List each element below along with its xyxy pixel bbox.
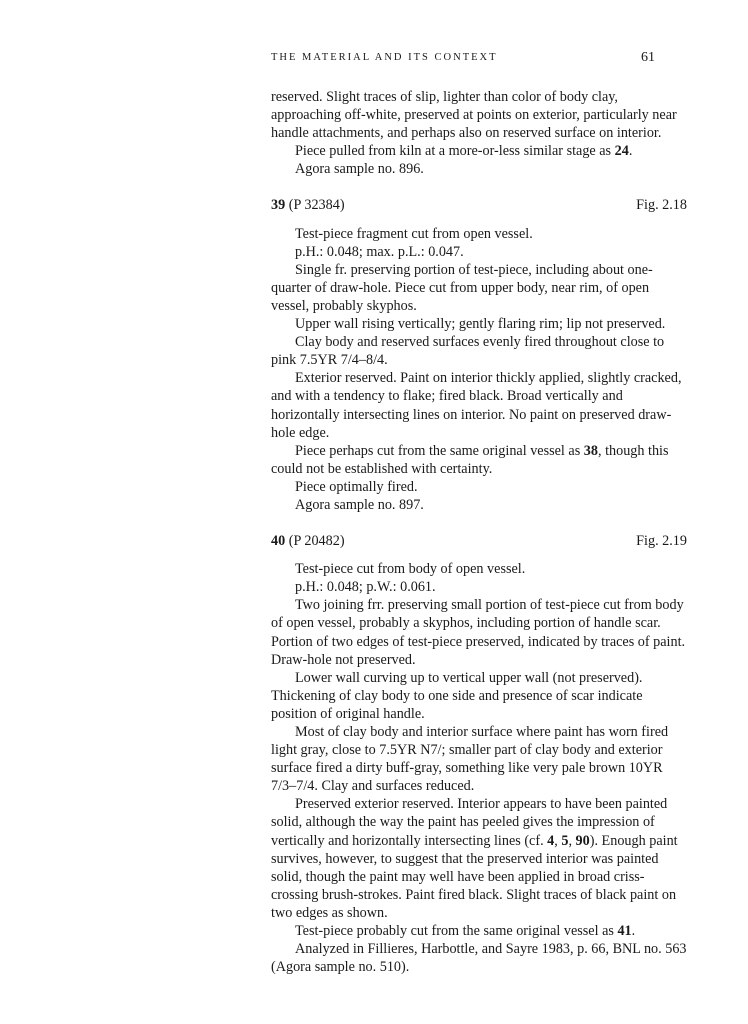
- entry-39-paragraph: Test-piece fragment cut from open vessel.: [295, 225, 533, 242]
- page-number: 61: [641, 50, 655, 65]
- entry-40-paragraph: Test-piece cut from body of open vessel.: [295, 561, 526, 578]
- entry-39-paragraph: Exterior reserved. Paint on interior thickly applied, slightly cracked, and with a tendency to flake; fired black. Broad vertically and horizontally intersecting lines on interior. No paint on preserved draw-hole edge.: [271, 370, 682, 441]
- page-body: [271, 88, 687, 976]
- catalog-ref: 41: [617, 923, 632, 940]
- catalog-ref: 5: [561, 832, 569, 849]
- entry-39-paragraph: Clay body and reserved surfaces evenly fired throughout close to pink 7.5YR 7/4–8/4.: [271, 334, 665, 369]
- catalog-ref: 38: [583, 442, 598, 459]
- figure-reference: Fig. 2.19: [636, 533, 687, 550]
- inventory-number: (P 32384): [288, 197, 345, 214]
- entry-40-paragraph: Test-piece probably cut from the same original vessel as 41.: [295, 923, 636, 940]
- entry-39-paragraph: Upper wall rising vertically; gently flaring rim; lip not preserved.: [295, 316, 666, 333]
- entry-39-heading: [271, 196, 687, 214]
- entry-40-paragraph: p.H.: 0.048; p.W.: 0.061.: [295, 579, 436, 596]
- entry-40-paragraph: Preserved exterior reserved. Interior appears to have been painted solid, although the way the paint has peeled gives the impression of vertically and horizontally intersecting lines (cf. 4, 5, 90). Enough paint survives, however, to suggest that the preserved interior was painted solid, though the paint may well have been applied in broad criss-crossing brush-strokes. Paint fired black. Slight traces of black paint on two edges as shown.: [271, 796, 678, 921]
- entry-40-heading: [271, 532, 687, 550]
- entry-number: 40: [271, 533, 286, 550]
- inventory-number: (P 20482): [288, 533, 345, 550]
- entry-39-paragraph: Piece perhaps cut from the same original vessel as 38, though this could not be established with certainty.: [271, 442, 669, 477]
- intro-paragraph: Piece pulled from kiln at a more-or-less similar stage as 24.: [295, 143, 633, 160]
- catalog-ref: 4: [547, 832, 555, 849]
- entry-39-paragraph: Agora sample no. 897.: [295, 496, 424, 513]
- entry-39-paragraph: p.H.: 0.048; max. p.L.: 0.047.: [295, 243, 464, 260]
- catalog-ref: 90: [575, 832, 590, 849]
- entry-39-paragraph: Piece optimally fired.: [295, 478, 418, 495]
- intro-paragraph: Agora sample no. 896.: [295, 161, 424, 178]
- entry-40-paragraph: Lower wall curving up to vertical upper wall (not preserved). Thickening of clay body to one side and presence of scar indicate position of original handle.: [271, 669, 643, 722]
- entry-40-paragraph: Analyzed in Fillieres, Harbottle, and Sayre 1983, p. 66, BNL no. 563 (Agora sample no. 510).: [271, 941, 687, 976]
- figure-reference: Fig. 2.18: [636, 197, 687, 214]
- entry-number: 39: [271, 197, 286, 214]
- entry-40-paragraph: Most of clay body and interior surface where paint has worn fired light gray, close to 7.5YR N7/; smaller part of clay body and exterior surface fired a dirty buff-gray, something like very pale brown 10YR 7/3–7/4. Clay and surfaces reduced.: [271, 724, 669, 795]
- catalog-ref: 24: [614, 143, 629, 160]
- running-head: THE MATERIAL AND ITS CONTEXT: [271, 52, 498, 63]
- entry-40-paragraph: Two joining frr. preserving small portion of test-piece cut from body of open vessel, probably a skyphos, including portion of handle scar. Portion of two edges of test-piece preserved, indicated by traces of paint. Draw-hole not preserved.: [271, 597, 686, 668]
- entry-39-paragraph: Single fr. preserving portion of test-piece, including about one-quarter of draw-hole. Piece cut from upper body, near rim, of open vessel, probably skyphos.: [271, 261, 653, 314]
- intro-paragraph: reserved. Slight traces of slip, lighter than color of body clay, approaching off-white, preserved at points on exterior, particularly near handle attachments, and perhaps also on reserved surface on interior.: [271, 89, 677, 142]
